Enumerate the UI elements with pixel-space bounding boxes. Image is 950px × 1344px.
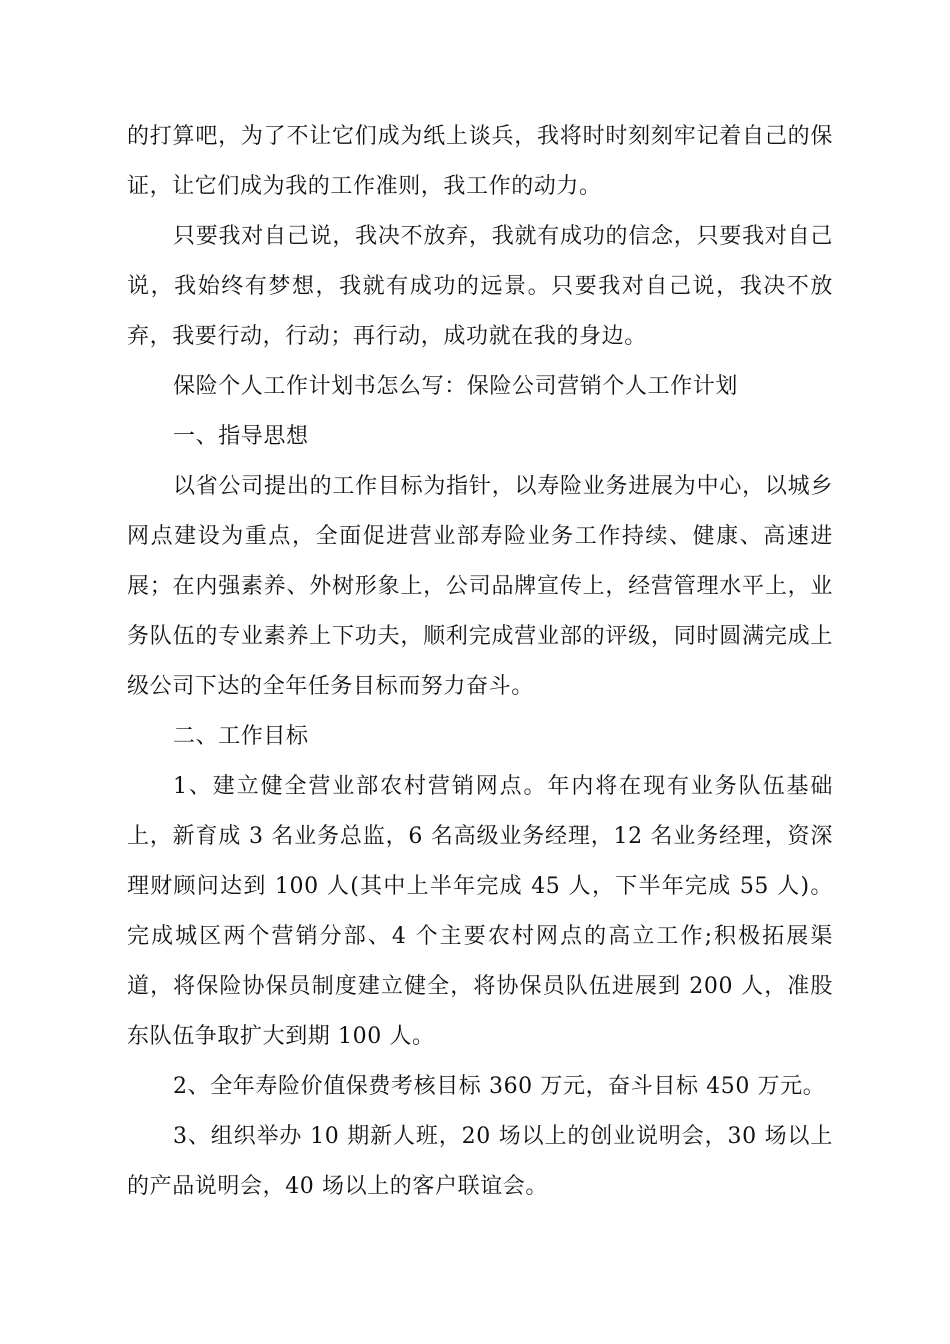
paragraph-never-give-up: 只要我对自己说，我决不放弃，我就有成功的信念，只要我对自己说，我始终有梦想，我就有成功的远景。只要我对自己说，我决不放弃，我要行动，行动；再行动，成功就在我的身边。 — [127, 224, 833, 349]
paragraph-plan-closing: 的打算吧，为了不让它们成为纸上谈兵，我将时时刻刻牢记着自己的保证，让它们成为我的工作准则，我工作的动力。 — [127, 124, 833, 199]
section-heading-work-goals: 二、工作目标 — [173, 724, 309, 749]
document-title: 保险个人工作计划书怎么写：保险公司营销个人工作计划 — [173, 374, 739, 399]
goal-item-1: 1、建立健全营业部农村营销网点。年内将在现有业务队伍基础上，新育成 3 名业务总监，6 名高级业务经理，12 名业务经理，资深理财顾问达到 100 人(其中上半年完成 45 人，下半年完成 55 人)。完成城区两个营销分部、4 个主要农村网点的高立工作;积极拓展渠道，将保险协保员制度建立健全，将协保员队伍进展到 200 人，准股东队伍争取扩大到期 100 人。 — [127, 774, 833, 1049]
document-body — [127, 112, 833, 1212]
paragraph-guiding-ideology: 以省公司提出的工作目标为指针，以寿险业务进展为中心，以城乡网点建设为重点，全面促进营业部寿险业务工作持续、健康、高速进展；在内强素养、外树形象上，公司品牌宣传上，经营管理水平上，业务队伍的专业素养上下功夫，顺利完成营业部的评级，同时圆满完成上级公司下达的全年任务目标而努力奋斗。 — [127, 474, 833, 699]
goal-item-2: 2、全年寿险价值保费考核目标 360 万元，奋斗目标 450 万元。 — [173, 1074, 826, 1099]
section-heading-guiding-ideology: 一、指导思想 — [173, 424, 309, 449]
goal-item-3: 3、组织举办 10 期新人班，20 场以上的创业说明会，30 场以上的产品说明会，40 场以上的客户联谊会。 — [127, 1124, 833, 1199]
